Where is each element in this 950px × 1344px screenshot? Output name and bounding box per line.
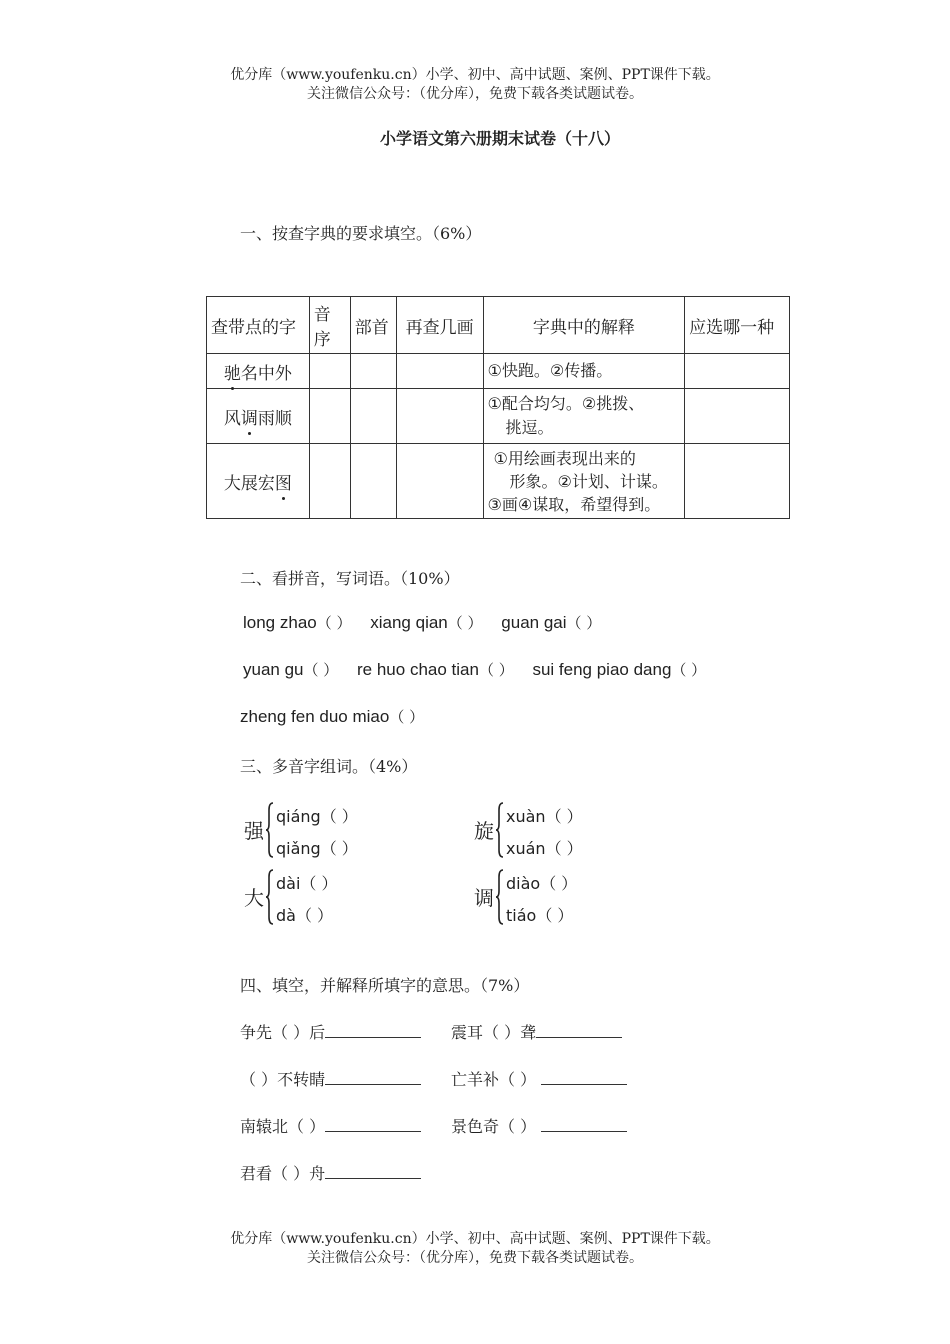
- polyphone-reading: qiáng（ ）: [276, 807, 358, 826]
- answer-cell[interactable]: [396, 354, 483, 389]
- pinyin-line-1: [243, 612, 615, 633]
- pinyin-item: guan gai（ ）: [501, 613, 602, 632]
- explanation-line: ①用绘画表现出来的: [493, 448, 636, 468]
- word-rest: 雨顺: [257, 408, 292, 429]
- fill-item: 亡羊补（ ）: [451, 1067, 627, 1090]
- section-1-heading: 一、按查字典的要求填空。（6%）: [240, 224, 482, 243]
- dotted-char: 图: [274, 473, 292, 494]
- pinyin-item: xiang qian（ ）: [370, 613, 483, 632]
- answer-cell[interactable]: [685, 389, 790, 444]
- answer-paren[interactable]: （ ）: [389, 708, 425, 726]
- word-start: 大展宏: [223, 473, 275, 494]
- pinyin-line-3: [240, 706, 438, 727]
- table-header-row: [207, 297, 790, 354]
- answer-cell[interactable]: [396, 389, 483, 444]
- footer-line-1: 优分库（www.youfenku.cn）小学、初中、高中试题、案例、PPT课件下载。: [230, 1231, 720, 1247]
- polyphone-reading: dài（ ）: [276, 874, 338, 893]
- page-footer: [0, 1230, 950, 1268]
- polyphone-group: [472, 867, 672, 931]
- polyphone-reading: tiáo（ ）: [506, 906, 574, 925]
- answer-paren[interactable]: （ ）: [545, 839, 583, 858]
- answer-blank[interactable]: [536, 1023, 622, 1038]
- pinyin-item: yuan gu（ ）: [243, 660, 339, 679]
- column-header: 再查几画: [396, 297, 483, 354]
- polyphone-reading: qiǎng（ ）: [276, 839, 358, 858]
- explanation-line: 形象。②计划、计谋。: [509, 471, 668, 491]
- polyphone-char: 旋: [474, 819, 494, 843]
- answer-paren[interactable]: （ ）: [447, 614, 483, 632]
- fill-item: 南辕北（ ）: [240, 1114, 421, 1137]
- answer-blank[interactable]: [325, 1117, 421, 1132]
- column-header: 查带点的字: [207, 297, 310, 354]
- word-cell: [207, 389, 310, 444]
- page-header: [0, 66, 950, 104]
- answer-cell[interactable]: [685, 354, 790, 389]
- dictionary-table: [206, 296, 790, 519]
- dotted-char: 调: [240, 408, 258, 429]
- answer-paren[interactable]: （ ）: [671, 661, 707, 679]
- answer-blank[interactable]: [541, 1117, 627, 1132]
- answer-paren[interactable]: （ ）: [303, 661, 339, 679]
- answer-cell[interactable]: [350, 444, 396, 519]
- polyphone-reading: xuàn（ ）: [506, 807, 583, 826]
- dotted-char: 驰: [223, 363, 241, 384]
- polyphone-group: [472, 800, 672, 864]
- answer-blank[interactable]: [541, 1070, 627, 1085]
- answer-paren[interactable]: （ ）: [536, 906, 574, 925]
- answer-cell[interactable]: [309, 354, 350, 389]
- brace-icon: [266, 802, 274, 858]
- column-header: 字典中的解释: [483, 297, 685, 354]
- brace-icon: [496, 802, 504, 858]
- explanation-cell: [483, 354, 685, 389]
- polyphone-reading: dà（ ）: [276, 906, 334, 925]
- column-header: 部首: [350, 297, 396, 354]
- answer-paren[interactable]: （ ）: [478, 661, 514, 679]
- polyphone-char: 大: [244, 886, 264, 910]
- brace-icon: [496, 869, 504, 925]
- column-header: 音序: [309, 297, 350, 354]
- pinyin-item: sui feng piao dang（ ）: [532, 660, 707, 679]
- explanation-line: 挑逗。: [505, 418, 554, 437]
- word-cell: [207, 444, 310, 519]
- explanation-cell: [483, 389, 685, 444]
- table-row: [207, 389, 790, 444]
- answer-cell[interactable]: [350, 354, 396, 389]
- pinyin-item: re huo chao tian（ ）: [357, 660, 514, 679]
- section-4-heading: 四、填空，并解释所填字的意思。（7%）: [240, 976, 530, 995]
- explanation-line: ③画④谋取，希望得到。: [487, 494, 661, 514]
- polyphone-reading: xuán（ ）: [506, 839, 583, 858]
- answer-blank[interactable]: [325, 1164, 421, 1179]
- polyphone-reading: diào（ ）: [506, 874, 578, 893]
- pinyin-item: zheng fen duo miao（ ）: [240, 707, 425, 726]
- explanation-line: ①快跑。②传播。: [487, 361, 613, 380]
- section-2-heading: 二、看拼音，写词语。（10%）: [240, 569, 460, 588]
- answer-blank[interactable]: [325, 1023, 421, 1038]
- word-start: 风: [223, 408, 241, 429]
- explanation-line: ①配合均匀。②挑拨、: [487, 394, 645, 413]
- footer-line-2: 关注微信公众号：（优分库），免费下载各类试题试卷。: [307, 1250, 643, 1266]
- answer-cell[interactable]: [396, 444, 483, 519]
- fill-item: 景色奇（ ）: [451, 1114, 627, 1137]
- answer-paren[interactable]: （ ）: [540, 874, 578, 893]
- answer-blank[interactable]: [325, 1070, 421, 1085]
- answer-cell[interactable]: [350, 389, 396, 444]
- word-cell: [207, 354, 310, 389]
- answer-cell[interactable]: [685, 444, 790, 519]
- answer-cell[interactable]: [309, 444, 350, 519]
- fill-item: 君看（ ）舟: [240, 1161, 421, 1184]
- answer-paren[interactable]: （ ）: [316, 614, 352, 632]
- answer-paren[interactable]: （ ）: [545, 807, 583, 826]
- word-rest: 名中外: [240, 363, 292, 384]
- explanation-cell: [483, 444, 685, 519]
- answer-paren[interactable]: （ ）: [320, 807, 358, 826]
- polyphone-char: 强: [244, 819, 264, 843]
- fill-item: 震耳（ ）聋: [451, 1020, 622, 1043]
- answer-paren[interactable]: （ ）: [295, 906, 334, 925]
- fill-item: 争先（ ）后: [240, 1020, 421, 1043]
- fill-item: （ ）不转睛: [240, 1067, 421, 1090]
- brace-icon: [266, 869, 274, 925]
- answer-paren[interactable]: （ ）: [300, 874, 338, 893]
- answer-cell[interactable]: [309, 389, 350, 444]
- header-line-1: 优分库（www.youfenku.cn）小学、初中、高中试题、案例、PPT课件下载。: [230, 67, 720, 83]
- table-row: [207, 354, 790, 389]
- polyphone-char: 调: [474, 886, 494, 910]
- header-line-2: 关注微信公众号：（优分库），免费下载各类试题试卷。: [307, 86, 643, 102]
- polyphone-group: [242, 867, 442, 931]
- polyphone-group: [242, 800, 442, 864]
- page-title: 小学语文第六册期末试卷（十八）: [379, 129, 620, 148]
- answer-paren[interactable]: （ ）: [566, 614, 602, 632]
- answer-paren[interactable]: （ ）: [320, 839, 358, 858]
- column-header: 应选哪一种: [685, 297, 790, 354]
- pinyin-line-2: [243, 659, 720, 680]
- pinyin-item: long zhao（ ）: [243, 613, 352, 632]
- table-row: [207, 444, 790, 519]
- section-3-heading: 三、多音字组词。（4%）: [240, 757, 418, 776]
